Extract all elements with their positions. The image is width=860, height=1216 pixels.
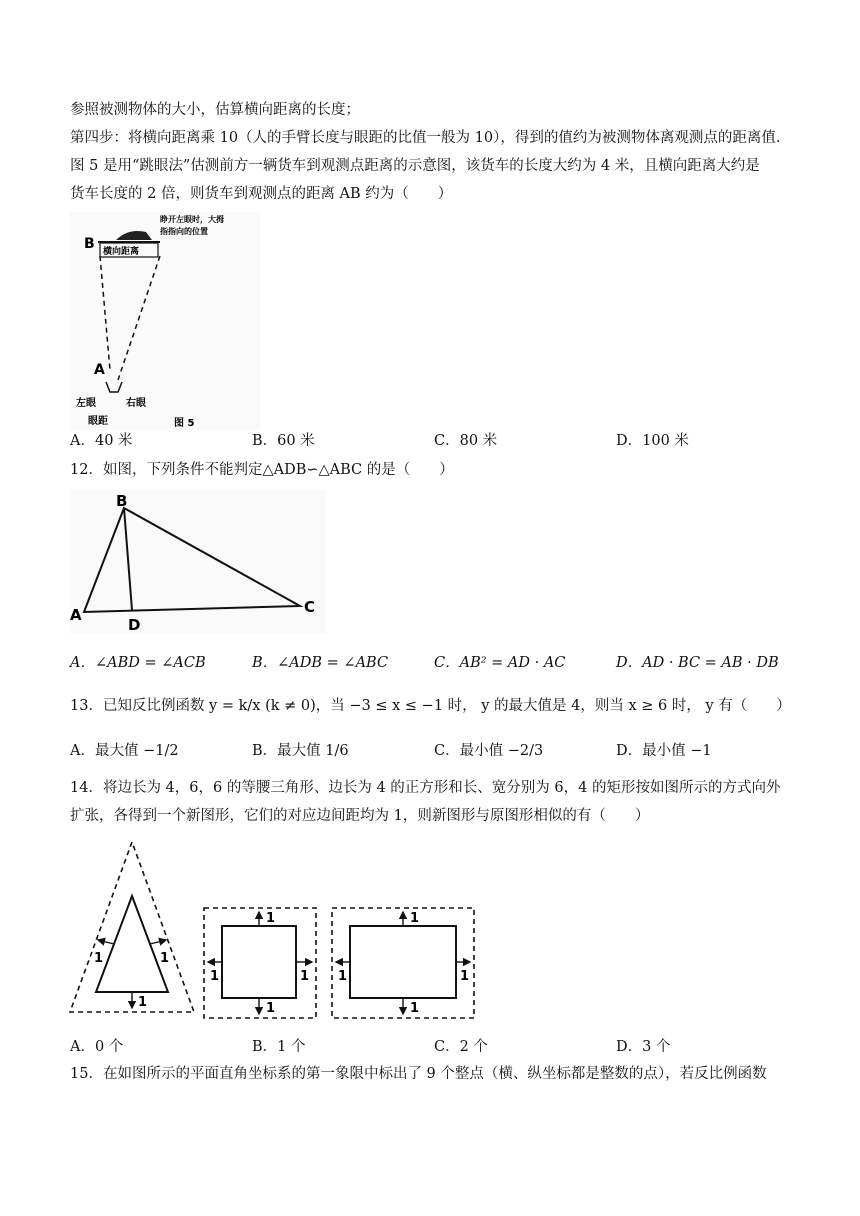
intro-line-1: 参照被测物体的大小，估算横向距离的长度；	[70, 102, 360, 118]
expanded-triangle	[70, 842, 194, 1012]
label-horizontal-distance: 横向距离	[103, 247, 140, 257]
expanded-square	[204, 908, 316, 1018]
q14-rect-right-gap: 1	[460, 969, 470, 984]
q14-option-b[interactable]: B．1 个	[252, 1039, 306, 1055]
q14-square-right-gap: 1	[300, 969, 310, 984]
q13-option-b[interactable]: B．最大值 1/6	[252, 743, 349, 759]
q15-stem: 15．在如图所示的平面直角坐标系的第一象限中标出了 9 个整点（横、纵坐标都是整数的点），若反比例函数	[70, 1066, 767, 1082]
q14-option-a[interactable]: A．0 个	[70, 1039, 124, 1055]
q12-label-d: D	[128, 616, 141, 634]
q14-stem-line-1: 14．将边长为 4，6，6 的等腰三角形、边长为 4 的正方形和长、宽分别为 6，4 的矩形按如图所示的方式向外	[70, 780, 781, 796]
q12-option-b[interactable]: B．∠ADB = ∠ABC	[252, 655, 389, 671]
q14-square-left-gap: 1	[210, 969, 220, 984]
q14-rect-bottom-gap: 1	[410, 1001, 420, 1016]
q14-square-bottom-gap: 1	[266, 1001, 276, 1016]
q11-option-b[interactable]: B．60 米	[252, 433, 315, 449]
q13-option-a[interactable]: A．最大值 −1/2	[70, 743, 179, 759]
original-square	[222, 926, 296, 998]
q14-triangle-left-gap: 1	[94, 951, 104, 966]
figure-q14-expanded-shapes	[66, 834, 486, 1024]
intro-line-3: 图 5 是用“跳眼法”估测前方一辆货车到观测点距离的示意图，该货车的长度大约为 4 米，且横向距离大约是	[70, 158, 760, 174]
q14-triangle-bottom-gap: 1	[138, 995, 148, 1010]
q12-option-a[interactable]: A．∠ABD = ∠ACB	[70, 655, 206, 671]
q11-option-a[interactable]: A．40 米	[70, 433, 133, 449]
label-note-line-1: 睁开左眼时，大拇	[160, 215, 224, 224]
original-rectangle	[350, 926, 456, 998]
q14-rect-top-gap: 1	[410, 911, 420, 926]
q12-label-a: A	[70, 606, 82, 624]
figure-5-jump-eye-method	[70, 212, 260, 430]
q14-square-top-gap: 1	[266, 911, 276, 926]
q14-options	[70, 1036, 810, 1058]
intro-line-2: 第四步：将横向距离乘 10（人的手臂长度与眼距的比值一般为 10），得到的值约为被测物体离观测点的距离值.	[70, 130, 781, 146]
q12-label-b: B	[116, 492, 128, 510]
q11-options	[70, 430, 810, 452]
q11-option-c[interactable]: C．80 米	[434, 433, 498, 449]
q13-option-d[interactable]: D．最小值 −1	[616, 743, 712, 759]
label-note-line-2: 指指向的位置	[160, 227, 208, 236]
label-figure-5: 图 5	[174, 418, 195, 429]
q12-options	[70, 652, 810, 674]
q13-options	[70, 740, 810, 762]
q14-stem-line-2: 扩张，各得到一个新图形，它们的对应边间距均为 1，则新图形与原图形相似的有（ ）	[70, 808, 650, 824]
label-right-eye: 右眼	[126, 398, 146, 409]
q13-option-c[interactable]: C．最小值 −2/3	[434, 743, 544, 759]
q12-option-c[interactable]: C．AB² = AD · AC	[434, 655, 566, 671]
intro-line-4: 货车长度的 2 倍，则货车到观测点的距离 AB 约为（ ）	[70, 186, 453, 202]
figure-q12-triangles	[70, 490, 326, 634]
label-point-a: A	[94, 362, 105, 378]
q13-stem: 13．已知反比例函数 y = k/x (k ≠ 0)，当 −3 ≤ x ≤ −1 时， y 的最大值是 4，则当 x ≥ 6 时， y 有（ ）	[70, 698, 791, 714]
q14-option-d[interactable]: D．3 个	[616, 1039, 671, 1055]
q14-triangle-right-gap: 1	[160, 951, 170, 966]
q14-option-c[interactable]: C．2 个	[434, 1039, 488, 1055]
label-left-eye: 左眼	[76, 398, 96, 409]
q12-label-c: C	[304, 598, 316, 616]
q11-option-d[interactable]: D．100 米	[616, 433, 689, 449]
label-eye-distance: 眼距	[88, 416, 108, 427]
q12-stem: 12．如图，下列条件不能判定△ADB∽△ABC 的是（ ）	[70, 462, 454, 478]
label-point-b: B	[84, 236, 95, 252]
q12-option-d[interactable]: D．AD · BC = AB · DB	[616, 655, 779, 671]
q14-rect-left-gap: 1	[338, 969, 348, 984]
